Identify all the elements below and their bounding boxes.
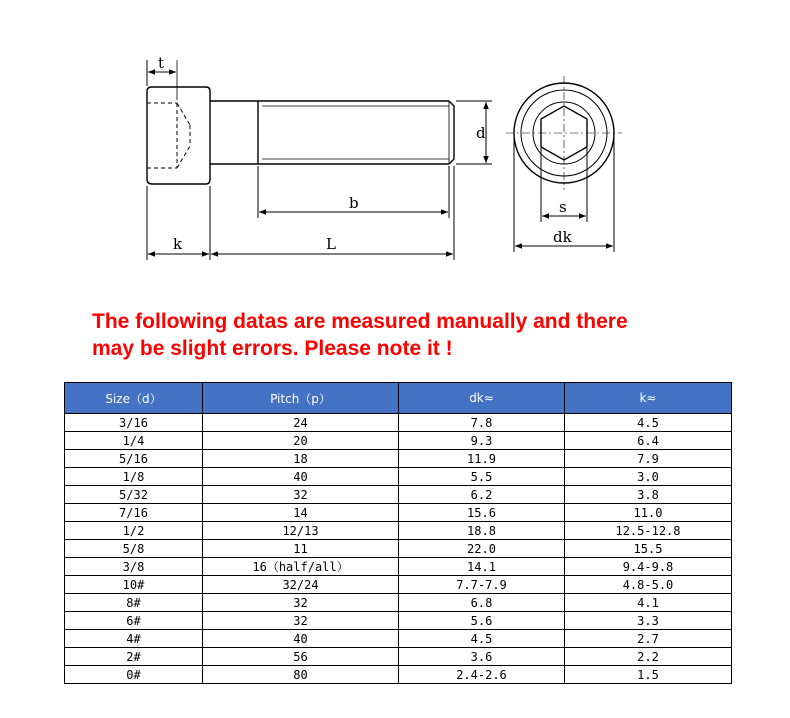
notice-line-1: The following datas are measured manually and there [92,310,628,333]
table-row [65,630,732,648]
notice-line-2: may be slight errors. Please note it ! [92,337,453,360]
cell-size: 1/2 [65,522,203,540]
cell-pitch: 12/13 [203,522,399,540]
cell-size: 3/8 [65,558,203,576]
cell-dk: 4.5 [399,630,565,648]
cell-pitch: 32 [203,612,399,630]
cell-dk: 3.6 [399,648,565,666]
cell-k: 7.9 [565,450,732,468]
cell-size: 10# [65,576,203,594]
cell-pitch: 16（half/all） [203,558,399,576]
cell-size: 4# [65,630,203,648]
cell-pitch: 24 [203,414,399,432]
cell-k: 11.0 [565,504,732,522]
cell-pitch: 56 [203,648,399,666]
cell-dk: 15.6 [399,504,565,522]
cell-k: 3.3 [565,612,732,630]
cell-dk: 5.6 [399,612,565,630]
cell-size: 2# [65,648,203,666]
label-s: s [559,198,567,216]
cell-size: 3/16 [65,414,203,432]
cell-size: 5/32 [65,486,203,504]
table-header-row [65,383,732,414]
cell-pitch: 40 [203,630,399,648]
cell-pitch: 40 [203,468,399,486]
dimension-d [456,101,492,164]
label-t: t [158,54,165,72]
label-L: L [326,235,336,253]
table-row [65,576,732,594]
cell-k: 1.5 [565,666,732,684]
cell-pitch: 32 [203,594,399,612]
table-row [65,522,732,540]
cell-k: 6.4 [565,432,732,450]
cell-k: 4.8-5.0 [565,576,732,594]
cell-dk: 11.9 [399,450,565,468]
cell-size: 8# [65,594,203,612]
cell-dk: 5.5 [399,468,565,486]
table-row [65,468,732,486]
header-k: k≈ [565,383,732,414]
cell-dk: 22.0 [399,540,565,558]
label-k: k [173,235,183,253]
cell-pitch: 20 [203,432,399,450]
cell-k: 4.5 [565,414,732,432]
table-row [65,504,732,522]
cell-size: 6# [65,612,203,630]
table-row [65,648,732,666]
cell-dk: 6.2 [399,486,565,504]
table-row [65,414,732,432]
cell-pitch: 32/24 [203,576,399,594]
table-row [65,594,732,612]
dimension-k-L [147,166,454,260]
cell-k: 3.8 [565,486,732,504]
screw-end-view [506,76,622,190]
screw-dimension-diagram [0,0,790,300]
table-row [65,666,732,684]
cell-size: 5/16 [65,450,203,468]
screw-side-view [147,87,454,184]
cell-pitch: 18 [203,450,399,468]
measurement-notice [92,308,732,362]
cell-size: 5/8 [65,540,203,558]
table-row [65,486,732,504]
cell-pitch: 32 [203,486,399,504]
cell-dk: 7.8 [399,414,565,432]
cell-k: 12.5-12.8 [565,522,732,540]
cell-k: 9.4-9.8 [565,558,732,576]
table-row [65,558,732,576]
label-b: b [349,194,359,212]
cell-dk: 6.8 [399,594,565,612]
cell-dk: 2.4-2.6 [399,666,565,684]
cell-size: 1/8 [65,468,203,486]
header-size: Size（d） [65,383,203,414]
cell-k: 15.5 [565,540,732,558]
header-dk: dk≈ [399,383,565,414]
cell-dk: 9.3 [399,432,565,450]
cell-pitch: 11 [203,540,399,558]
cell-dk: 18.8 [399,522,565,540]
cell-k: 4.1 [565,594,732,612]
cell-size: 7/16 [65,504,203,522]
cell-dk: 7.7-7.9 [399,576,565,594]
table-row [65,450,732,468]
table-body [65,414,732,684]
cell-size: 1/4 [65,432,203,450]
cell-k: 2.7 [565,630,732,648]
dimension-table [64,382,732,684]
cell-k: 2.2 [565,648,732,666]
header-pitch: Pitch（p） [203,383,399,414]
cell-size: 0# [65,666,203,684]
table-row [65,612,732,630]
cell-pitch: 80 [203,666,399,684]
table-row [65,540,732,558]
label-d: d [476,124,486,142]
cell-pitch: 14 [203,504,399,522]
table-row [65,432,732,450]
cell-dk: 14.1 [399,558,565,576]
cell-k: 3.0 [565,468,732,486]
label-dk: dk [553,228,572,246]
